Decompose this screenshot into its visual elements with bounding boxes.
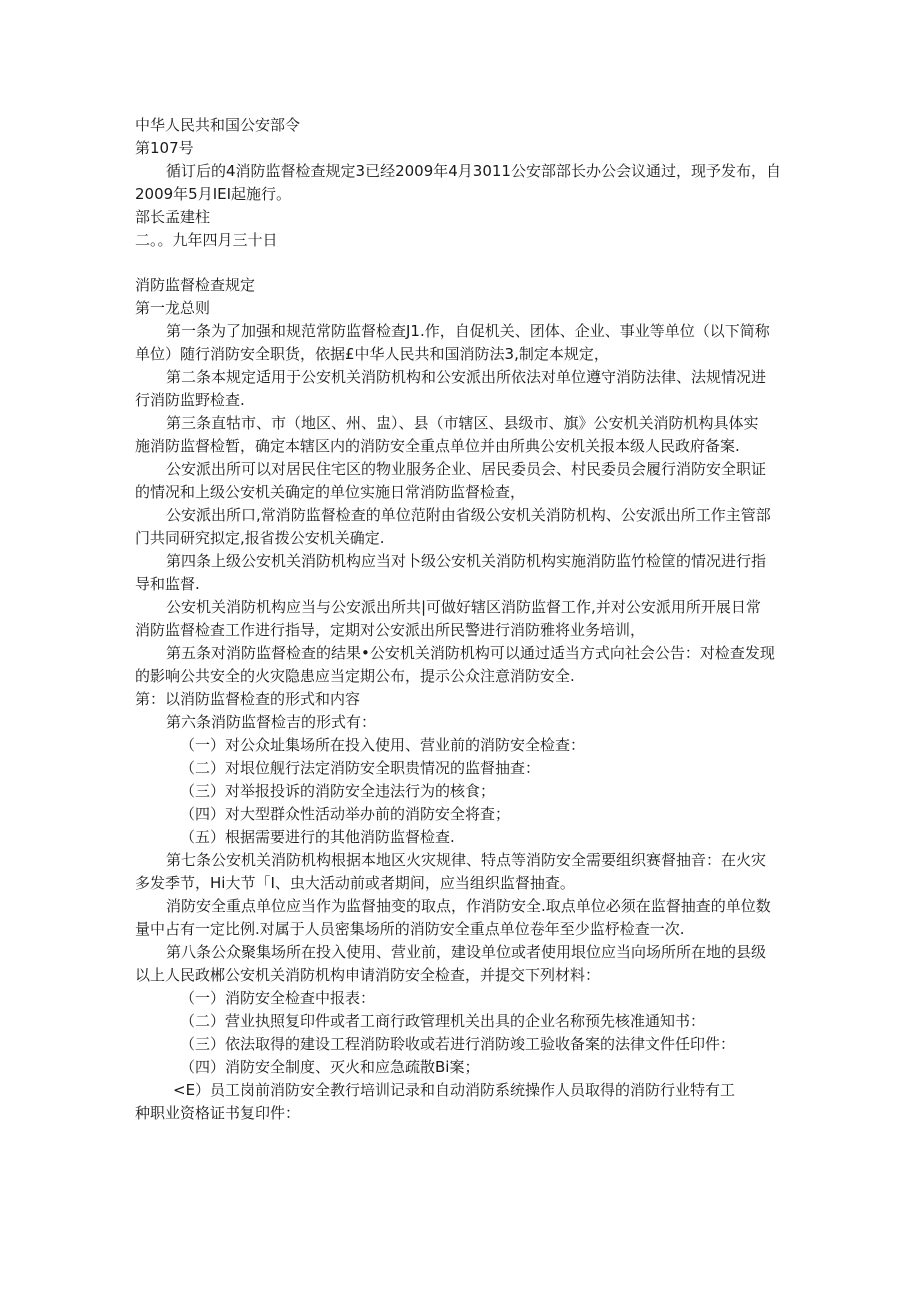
article-text-line: 的情况和上级公安机关确定的单位实施日常消防监督检查， xyxy=(135,483,526,501)
list-item: （二）对垠位舰行法定消防安全职贵情况的监督抽查： xyxy=(180,759,541,777)
article-text-line: 消防安全重点单位应当作为监督抽变的取点，作消防安全.取点单位必须在监督抽查的单位数 xyxy=(166,897,771,915)
promulgation-text-line: 循订后的4消防监督检查规定3已经2009年4月3011公安部部长办公会议通过，现予发布，自 xyxy=(166,162,781,180)
minister-signature: 部长孟建柱 xyxy=(135,208,211,226)
section-gap xyxy=(135,252,790,274)
article-text-line: 以上人民政郴公安机关消防机构申请消防安全检查，并提交下列材料： xyxy=(135,966,601,984)
article-text-line: 第一条为了加强和规范常防监督检查J1.作，自促机关、团体、企业、事业等单位（以下简称 xyxy=(166,322,770,340)
article-text-line: 量中占有一定比例.对属于人员密集场所的消防安全重点单位卷年至少监杼检查一次. xyxy=(135,920,685,938)
list-item: （五）根据需要进行的其他消防监督检查. xyxy=(180,828,455,846)
article-text-line: 第四条上级公安机关消防机构应当对卜级公安机关消防机构实施消防监竹检筐的情况进行指 xyxy=(166,552,767,570)
article-text-line: 公安派出所口,常消防监督检查的单位范附由省级公安机关消防机构、公安派出所工作主管部 xyxy=(166,506,771,524)
list-item-continuation: 种职业资格证书复印件： xyxy=(135,1104,301,1122)
article-text-line: 第七条公安机关消防机构根据本地区火灾规律、特点等消防安全需要组织赛督抽音：在火灾 xyxy=(166,851,767,869)
list-item: （四）对大型群众性活动举办前的消防安全将査； xyxy=(180,805,511,823)
article-text-line: 单位）随行消防安全职货，依据£中华人民共和国消防法3,制定本规定， xyxy=(135,345,609,363)
article-text-line: 多发季节，Hi大节「I、虫大活动前或者期间，应当组织监督抽査。 xyxy=(135,874,575,892)
list-item: （二）营业执照复印件或者工商行政管理机关出具的企业名称预先核准通知书： xyxy=(180,1012,706,1030)
list-item: （四）消防安全制度、灭火和应急疏散Bi案； xyxy=(180,1058,480,1076)
article-text-line: 公安派出所可以对居民住宅区的物业服务企业、居民委员会、村民委员会履行消防安全职证 xyxy=(166,460,767,478)
chapter-heading: 第：以消防监督检查的形式和内容 xyxy=(135,690,361,708)
list-item: （一）对公众址集场所在投入使用、营业前的消防安全检查： xyxy=(180,736,586,754)
article-text-line: 门共同研究拟定,报省拨公安机关确定. xyxy=(135,529,385,547)
order-issuer: 中华人民共和国公安部令 xyxy=(135,116,301,134)
article-text-line: 第三条直牯市、市（地区、州、盅）、县（市辖区、县级市、旗》公安机关消防机构具体实 xyxy=(166,414,759,432)
article-text-line: 消防监督检查工作进行指导，定期对公安派出所民警进行消防雅将业务培训， xyxy=(135,621,646,639)
article-text-line: 第二条本规定适用于公安机关消防机构和公安派出所依法对单位遵守消防法律、法规情况进 xyxy=(166,368,767,386)
order-number: 第107号 xyxy=(135,139,194,157)
list-item: （一）消防安全检查中报表： xyxy=(180,989,376,1007)
article-text-line: 导和监督. xyxy=(135,575,200,593)
article-text-line: 第六条消防监督检吉的形式有： xyxy=(166,713,377,731)
document-body xyxy=(135,114,790,1125)
list-item: （三）对举报投诉的消防安全违法行为的核食； xyxy=(180,782,496,800)
article-text-line: 第八条公众聚集场所在投入使用、营业前，建设单位或者使用垠位应当向场所所在地的县级 xyxy=(166,943,767,961)
article-text-line: 施消防监督检暂，确定本辖区内的消防安全重点单位并由所典公安机关报本级人民政府备案. xyxy=(135,437,740,455)
article-text-line: 公安机关消防机构应当与公安派出所共|可做好辖区消防监督工作,并对公安派用所开展日常 xyxy=(166,598,761,616)
chapter-heading: 第一龙总则 xyxy=(135,299,211,317)
promulgation-text-line: 2009年5月IEI起施行。 xyxy=(135,185,292,203)
article-text-line: 行消防监野检查. xyxy=(135,391,245,409)
article-text-line: 第五条对消防监督检查的结果•公安机关消防机构可以通过适当方式向社会公告：对检查发现 xyxy=(166,644,775,662)
issue-date: 二。。九年四月三十日 xyxy=(135,231,278,249)
regulation-title: 消防监督检查规定 xyxy=(135,276,256,294)
article-text-line: 的影响公共安全的火灾隐患应当定期公布，提示公众注意消防安全. xyxy=(135,667,575,685)
list-item: （三）依法取得的建设工程消防聆收或若进行消防竣工验收备案的法律文件任印件： xyxy=(180,1035,736,1053)
list-item: <E）员工岗前消防安全教行培训记录和自动消防系统操作人员取得的消防行业特有工 xyxy=(173,1081,736,1099)
